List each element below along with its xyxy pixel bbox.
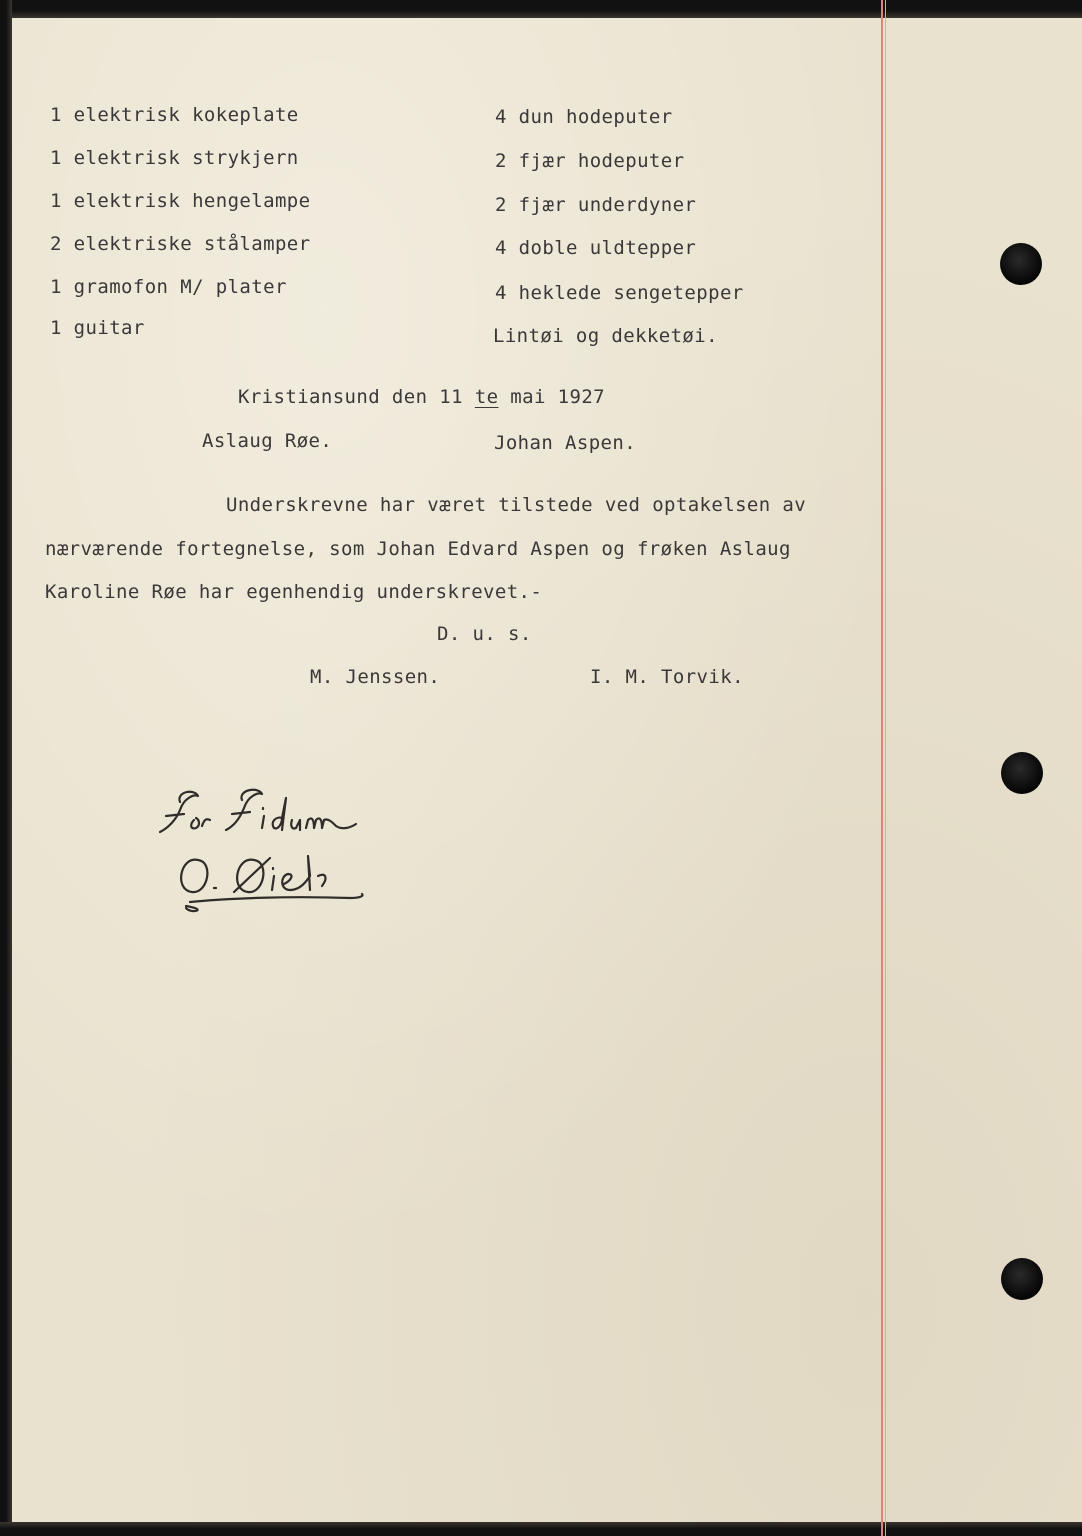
inventory-item-right: 4 doble uldtepper	[495, 237, 697, 259]
attestation-line: nærværende fortegnelse, som Johan Edvard Aspen og frøken Aslaug	[45, 538, 791, 560]
date-suffix: mai 1927	[498, 386, 606, 408]
closing-dus: D. u. s.	[437, 623, 532, 645]
punch-hole-top	[1000, 243, 1042, 285]
punch-hole-middle	[1001, 752, 1043, 794]
margin-rule	[881, 0, 883, 1536]
inventory-item-left: 1 elektrisk hengelampe	[50, 190, 311, 212]
punch-hole-bottom	[1001, 1258, 1043, 1300]
scan-edge-left	[0, 0, 12, 1536]
witness-left: M. Jenssen.	[310, 666, 441, 688]
inventory-item-right: 2 fjær hodeputer	[495, 150, 685, 172]
inventory-item-right: 2 fjær underdyner	[495, 194, 697, 216]
place-date-line	[238, 386, 605, 408]
inventory-item-left: 1 guitar	[50, 317, 145, 339]
signatory-right: Johan Aspen.	[494, 432, 637, 454]
inventory-item-right: 4 heklede sengetepper	[495, 282, 744, 304]
inventory-item-left: 1 gramofon M/ plater	[50, 276, 287, 298]
margin-rule-secondary	[885, 0, 886, 1536]
scan-edge-bottom	[0, 1522, 1082, 1536]
inventory-item-right: 4 dun hodeputer	[495, 106, 673, 128]
date-prefix: Kristiansund den 11	[238, 386, 475, 408]
inventory-item-left: 2 elektriske stålamper	[50, 233, 311, 255]
handwritten-signature	[150, 780, 390, 920]
inventory-item-left: 1 elektrisk kokeplate	[50, 104, 299, 126]
handwritten-signature-drawing	[150, 780, 390, 920]
inventory-item-left: 1 elektrisk strykjern	[50, 147, 299, 169]
attestation-line: Karoline Røe har egenhendig underskrevet.-	[45, 581, 543, 603]
signatory-left: Aslaug Røe.	[202, 430, 333, 452]
date-ordinal: te	[474, 386, 499, 408]
witness-right: I. M. Torvik.	[590, 666, 744, 688]
attestation-line: Underskrevne har været tilstede ved optakelsen av	[226, 494, 807, 516]
inventory-item-right: Lintøi og dekketøi.	[493, 325, 718, 347]
scan-edge-top	[0, 0, 1082, 18]
